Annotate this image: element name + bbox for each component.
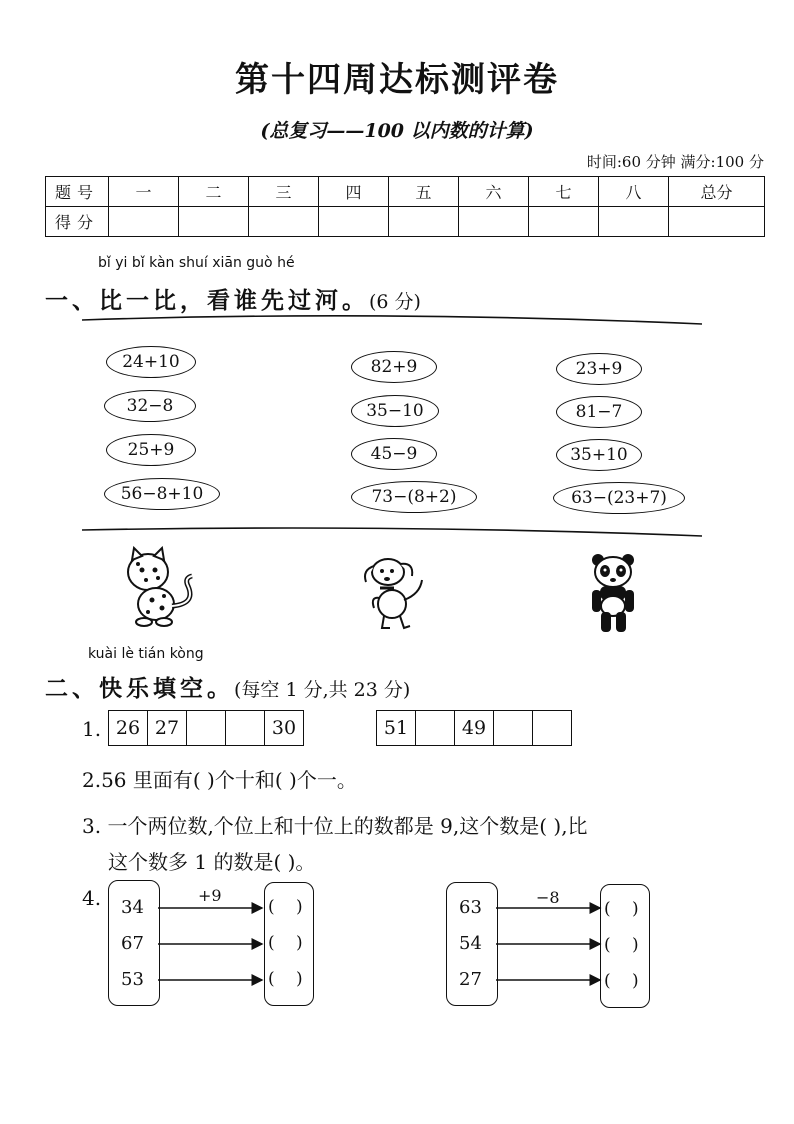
- operation-label: +9: [198, 886, 222, 905]
- score-cell[interactable]: [529, 207, 599, 237]
- answer-blank[interactable]: ( ): [604, 971, 647, 991]
- panda-illustration: [590, 552, 640, 634]
- stepping-stone[interactable]: 63−(23+7): [553, 482, 685, 514]
- river-bank-bottom: [80, 522, 705, 542]
- stepping-stone[interactable]: 73−(8+2): [351, 481, 477, 513]
- sequence-blank[interactable]: [416, 711, 455, 745]
- stepping-stone[interactable]: 23+9: [556, 353, 642, 385]
- sequence-cell: 51: [377, 711, 416, 745]
- sequence-cell: 27: [148, 711, 187, 745]
- page-subtitle: (总复习——100 以内数的计算): [260, 120, 534, 142]
- arrows-left: [158, 898, 268, 988]
- score-col: 三: [249, 177, 319, 207]
- stepping-stone[interactable]: 56−8+10: [104, 478, 220, 510]
- score-table-label: 题号: [46, 177, 109, 207]
- stepping-stone[interactable]: 24+10: [106, 346, 196, 378]
- cat-illustration: [118, 546, 203, 628]
- score-cell[interactable]: [249, 207, 319, 237]
- score-cell[interactable]: [179, 207, 249, 237]
- section2-heading: [45, 670, 410, 703]
- stepping-stone[interactable]: 45−9: [351, 438, 437, 470]
- score-col: 四: [319, 177, 389, 207]
- score-table-row-score: [46, 207, 765, 237]
- score-table-row-header: [46, 177, 765, 207]
- river-bank-top: [80, 310, 705, 330]
- q3-text-line1: 3. 一个两位数,个位上和十位上的数都是 9,这个数是( ),比: [82, 814, 588, 838]
- arrows-right: [496, 898, 606, 988]
- sequence-cell: 49: [455, 711, 494, 745]
- score-cell[interactable]: [669, 207, 765, 237]
- score-cell[interactable]: [389, 207, 459, 237]
- q2-text: 2.56 里面有( )个十和( )个一。: [82, 768, 357, 792]
- sequence-blank[interactable]: [494, 711, 533, 745]
- q4-label: 4.: [82, 886, 102, 910]
- answer-blank[interactable]: ( ): [604, 899, 647, 919]
- score-cell[interactable]: [109, 207, 179, 237]
- operation-label: −8: [536, 888, 560, 907]
- section2-points: (每空 1 分,共 23 分): [234, 679, 411, 701]
- number-sequence-row-2: [376, 710, 572, 746]
- stepping-stone[interactable]: 32−8: [104, 390, 196, 422]
- answer-blank[interactable]: ( ): [268, 897, 311, 917]
- time-info: 时间:60 分钟 满分:100 分: [586, 153, 764, 171]
- section2-pinyin: kuài lè tián kòng: [88, 646, 204, 662]
- sequence-blank[interactable]: [187, 711, 226, 745]
- score-table-label: 得分: [46, 207, 109, 237]
- dog-illustration: [360, 552, 435, 632]
- sequence-blank[interactable]: [226, 711, 265, 745]
- stepping-stone[interactable]: 81−7: [556, 396, 642, 428]
- answer-blank[interactable]: ( ): [268, 969, 311, 989]
- input-number: 63: [459, 897, 482, 918]
- score-col: 六: [459, 177, 529, 207]
- stepping-stone[interactable]: 25+9: [106, 434, 196, 466]
- score-col: 八: [599, 177, 669, 207]
- score-cell[interactable]: [599, 207, 669, 237]
- answer-blank[interactable]: ( ): [604, 935, 647, 955]
- input-number: 53: [121, 969, 144, 990]
- number-sequence-row-1: [108, 710, 304, 746]
- score-col-total: 总分: [669, 177, 765, 207]
- score-col: 一: [109, 177, 179, 207]
- score-col: 七: [529, 177, 599, 207]
- section2-heading-text: 二、快乐填空。: [45, 675, 234, 702]
- sequence-blank[interactable]: [533, 711, 571, 745]
- input-number: 54: [459, 933, 482, 954]
- q1-label: 1.: [82, 717, 102, 741]
- input-number: 27: [459, 969, 482, 990]
- score-cell[interactable]: [459, 207, 529, 237]
- score-col: 二: [179, 177, 249, 207]
- stepping-stone[interactable]: 35−10: [351, 395, 439, 427]
- input-number: 34: [121, 897, 144, 918]
- section1-heading-text: 一、比一比，看谁先过河。: [45, 287, 369, 314]
- input-number: 67: [121, 933, 144, 954]
- score-cell[interactable]: [319, 207, 389, 237]
- sequence-cell: 30: [271, 717, 297, 739]
- score-table: [45, 176, 765, 237]
- score-col: 五: [389, 177, 459, 207]
- section1-pinyin: bǐ yi bǐ kàn shuí xiān guò hé: [98, 255, 295, 271]
- stepping-stone[interactable]: 35+10: [556, 439, 642, 471]
- section1-points: (6 分): [369, 291, 421, 313]
- sequence-cell: 26: [109, 711, 148, 745]
- q3-text-line2: 这个数多 1 的数是( )。: [108, 850, 316, 874]
- page-title: 第十四周达标测评卷: [235, 60, 559, 100]
- answer-blank[interactable]: ( ): [268, 933, 311, 953]
- stepping-stone[interactable]: 82+9: [351, 351, 437, 383]
